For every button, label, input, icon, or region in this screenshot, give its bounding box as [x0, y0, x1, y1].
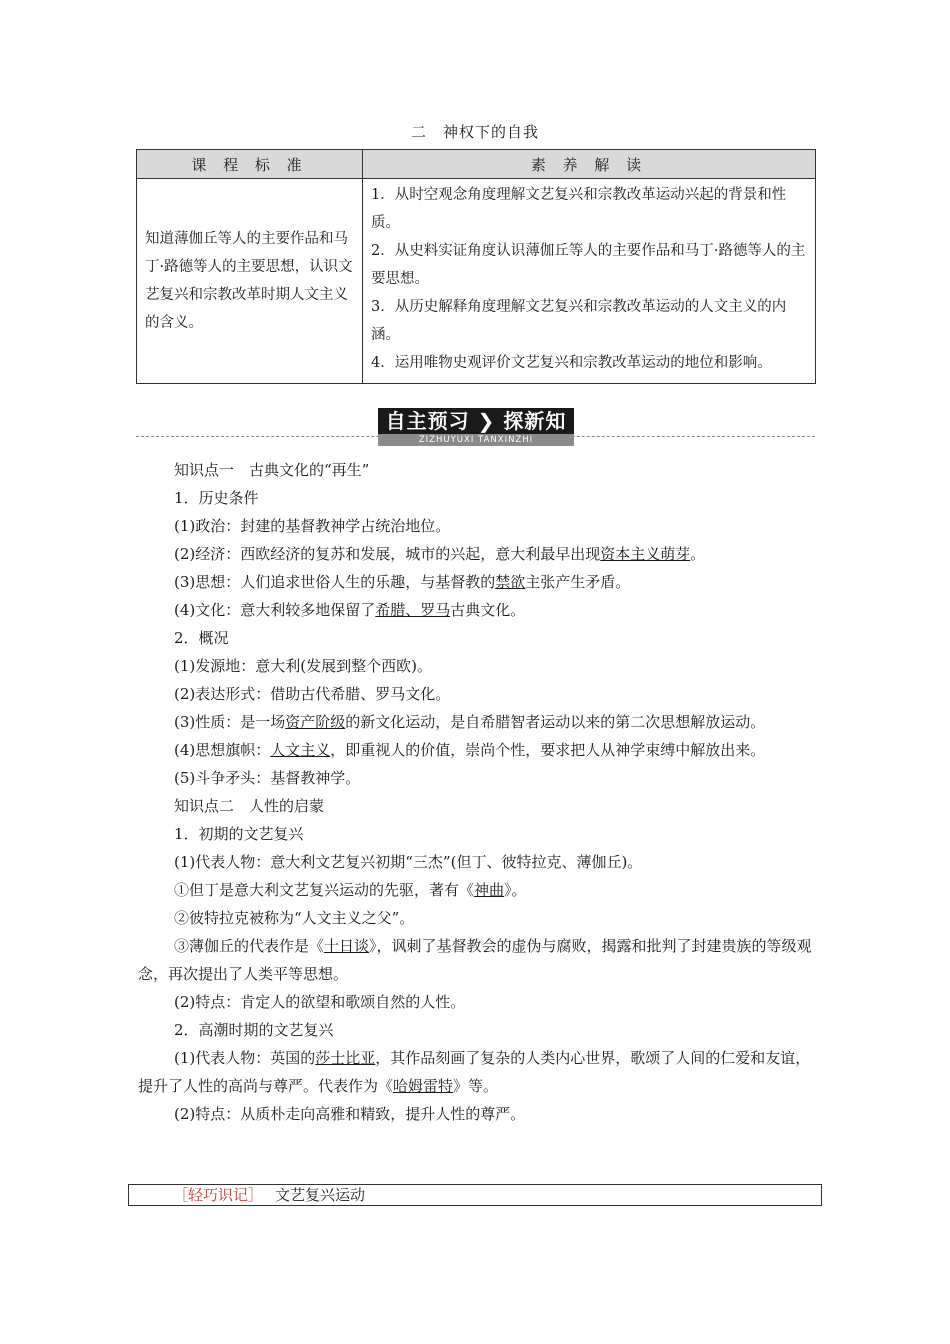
paragraph: (2)表达形式：借助古代希腊、罗马文化。 [174, 685, 451, 703]
paragraph [138, 932, 815, 988]
paragraph [138, 1044, 815, 1100]
paragraph: (1)代表人物：意大利文艺复兴初期“三杰”(但丁、彼特拉克、薄伽丘)。 [174, 853, 643, 871]
paragraph: (1)政治：封建的基督教神学占统治地位。 [174, 517, 451, 535]
underlined-term: 资产阶级 [285, 713, 346, 731]
text: ③薄伽丘的代表作是《 [174, 937, 325, 955]
curriculum-standards-table [136, 149, 816, 384]
underlined-term: 神曲 [474, 881, 505, 899]
paragraph [138, 596, 815, 624]
text: (3)性质：是一场 [174, 713, 286, 731]
paragraph: (2)特点：肯定人的欲望和歌颂自然的人性。 [174, 993, 466, 1011]
text: ，其作品刻画了复杂的人类内心世界，歌颂了人间的仁爱和友谊，提升了人性的高尚与尊严。代表作为《 [138, 1049, 811, 1095]
standards-cell: 知道薄伽丘等人的主要作品和马丁·路德等人的主要思想，认识文艺复兴和宗教改革时期人文主义的含义。 [137, 179, 363, 384]
literacy-cell [363, 179, 816, 384]
paragraph [138, 568, 815, 596]
table-header-literacy: 素 养 解 读 [363, 150, 816, 179]
text: 》，讽刺了基督教会的虚伪与腐败，揭露和批判了封建贵族的等级观念，再次提出了人类平等思想。 [138, 937, 812, 983]
literacy-item: 4．运用唯物史观评价文艺复兴和宗教改革运动的地位和影响。 [371, 355, 772, 371]
banner-title: 自主预习 ❯ 探新知 [378, 408, 574, 434]
subheading: 2．高潮时期的文艺复兴 [174, 1021, 334, 1039]
paragraph [138, 876, 815, 904]
underlined-term: 希腊、罗马 [375, 601, 451, 619]
text: ①但丁是意大利文艺复兴运动的先驱，著有《 [174, 881, 475, 899]
text: 》等。 [453, 1077, 499, 1095]
text: 的新文化运动，是自希腊智者运动以来的第二次思想解放运动。 [345, 713, 766, 731]
text: 主张产生矛盾。 [525, 573, 631, 591]
underlined-term: 哈姆雷特 [393, 1077, 454, 1095]
memory-tip-box [128, 1184, 822, 1206]
text: 。 [690, 545, 706, 563]
memory-tip-tag: ［轻巧识记］ [173, 1186, 264, 1204]
subheading: 1．历史条件 [174, 489, 259, 507]
content-body [138, 456, 815, 1128]
subheading: 1．初期的文艺复兴 [174, 825, 304, 843]
underlined-term: 十日谈 [324, 937, 370, 955]
memory-tip-text: 文艺复兴运动 [275, 1186, 366, 1204]
text: (1)代表人物：英国的 [174, 1049, 316, 1067]
text: 古典文化。 [450, 601, 526, 619]
subheading: 2．概况 [174, 629, 229, 647]
text: (2)经济：西欧经济的复苏和发展，城市的兴起，意大利最早出现 [174, 545, 601, 563]
page-title: 二 神权下的自我 [410, 123, 539, 141]
table-header-standards: 课 程 标 准 [137, 150, 363, 179]
text: (4)文化：意大利较多地保留了 [174, 601, 376, 619]
paragraph [138, 708, 815, 736]
banner-subtitle: ZIZHUYUXI TANXINZHI [378, 434, 574, 446]
text: (3)思想：人们追求世俗人生的乐趣，与基督教的 [174, 573, 496, 591]
paragraph: (1)发源地：意大利(发展到整个西欧)。 [174, 657, 432, 675]
paragraph [138, 540, 815, 568]
paragraph: ②彼特拉克被称为“人文主义之父”。 [174, 909, 415, 927]
underlined-term: 莎士比亚 [315, 1049, 376, 1067]
underlined-term: 资本主义萌芽 [600, 545, 691, 563]
literacy-item: 3．从历史解释角度理解文艺复兴和宗教改革运动的人文主义的内涵。 [371, 299, 787, 343]
text: ，即重视人的价值，崇尚个性，要求把人从神学束缚中解放出来。 [330, 741, 766, 759]
literacy-item: 2．从史料实证角度认识薄伽丘等人的主要作品和马丁·路德等人的主要思想。 [371, 243, 806, 287]
literacy-item: 1．从时空观念角度理解文艺复兴和宗教改革运动兴起的背景和性质。 [371, 187, 787, 231]
underlined-term: 禁欲 [495, 573, 526, 591]
underlined-term: 人文主义 [270, 741, 331, 759]
text: (4)思想旗帜： [174, 741, 271, 759]
section-banner [136, 405, 815, 445]
knowledge-point-heading: 知识点二 人性的启蒙 [174, 797, 325, 815]
paragraph: (2)特点：从质朴走向高雅和精致，提升人性的尊严。 [174, 1105, 526, 1123]
text: 》。 [504, 881, 527, 899]
paragraph: (5)斗争矛头：基督教神学。 [174, 769, 361, 787]
paragraph [138, 736, 815, 764]
knowledge-point-heading: 知识点一 古典文化的“再生” [174, 461, 370, 479]
